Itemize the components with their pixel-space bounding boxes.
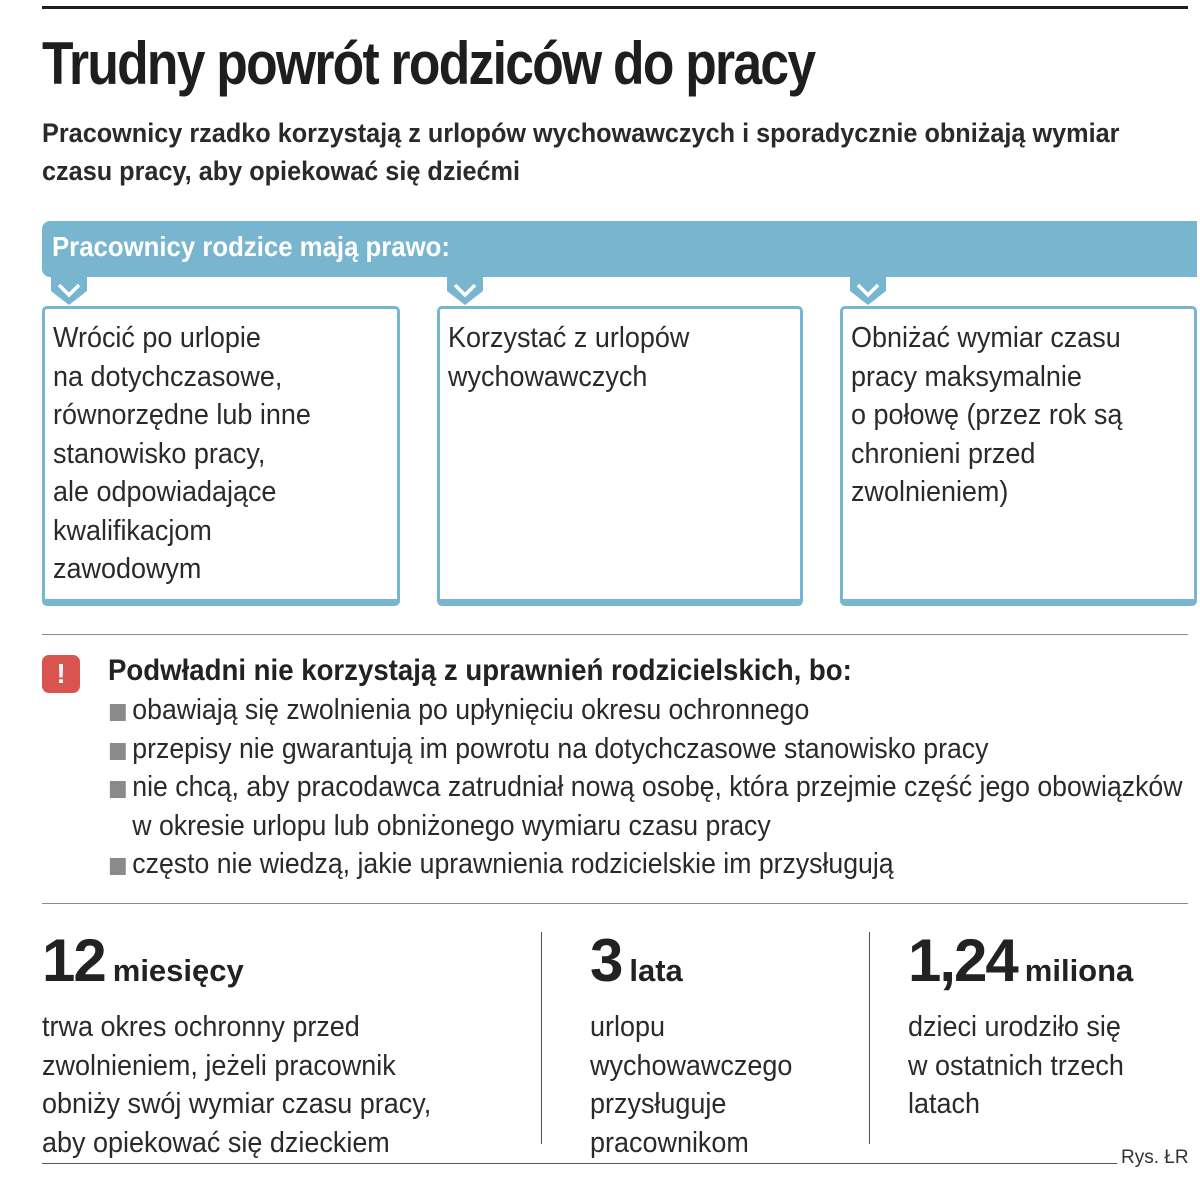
chevron-down-icon (51, 277, 87, 305)
chevron-down-icon (850, 277, 886, 305)
list-item (108, 845, 1183, 884)
rights-card-text: Korzystać z urlopów wychowawczych (448, 322, 690, 393)
credit: Rys. ŁR (1121, 1147, 1189, 1168)
stat-text: urlopu wychowawczego przysługuje pracownikom (590, 1011, 793, 1159)
rights-card-reduce (840, 306, 1197, 606)
rights-card-leave (437, 306, 803, 606)
rights-heading: Pracownicy rodzice mają prawo: (52, 231, 450, 262)
stat-births (908, 927, 1188, 1124)
stat-heading (908, 927, 1188, 1008)
stat-unit: miliona (1024, 953, 1134, 988)
divider (42, 903, 1188, 904)
square-bullet-icon (110, 704, 126, 721)
reason-text: nie chcą, aby pracodawca zatrudniał nową osobę, która przejmie część jego obowiązków w okresie urlopu lub obniżonego wymiaru czasu pracy (132, 771, 1183, 842)
stat-heading (590, 927, 840, 1008)
page-title: Trudny powrót rodziców do pracy (42, 30, 815, 97)
list-item (108, 768, 1183, 845)
stat-unit: lata (629, 953, 683, 988)
stat-text: trwa okres ochronny przed zwolnieniem, jeżeli pracownik obniży swój wymiar czasu pracy, aby opiekować się dzieckiem (42, 1011, 432, 1159)
stat-heading (42, 927, 512, 1008)
stat-unit: miesięcy (112, 953, 244, 988)
stat-number: 3 (590, 927, 622, 994)
reason-text: przepisy nie gwarantują im powrotu na dotychczasowe stanowisko pracy (132, 732, 989, 765)
stat-leave (590, 927, 840, 1162)
reason-text: często nie wiedzą, jakie uprawnienia rodzicielskie im przysługują (132, 848, 894, 880)
rights-card-text: Obniżać wymiar czasu pracy maksymalnie o połowę (przez rok są chronieni przed zwolnieniem) (851, 322, 1123, 508)
list-item (108, 691, 1183, 730)
list-item (108, 730, 1183, 769)
rights-card-text: Wrócić po urlopie na dotychczasowe, równorzędne lub inne stanowisko pracy, ale odpowiadające kwalifikacjom zawodowym (53, 322, 311, 585)
reasons-heading: Podwładni nie korzystają z uprawnień rodzicielskich, bo: (108, 654, 852, 687)
vertical-divider (869, 932, 870, 1144)
vertical-divider (541, 932, 542, 1144)
square-bullet-icon (110, 781, 126, 798)
top-rule (42, 6, 1188, 9)
rights-card-return (42, 306, 400, 606)
square-bullet-icon (110, 743, 126, 760)
stat-protection (42, 927, 512, 1162)
stat-number: 12 (42, 927, 105, 994)
stat-text: dzieci urodziło się w ostatnich trzech latach (908, 1011, 1124, 1120)
subtitle: Pracownicy rzadko korzystają z urlopów wychowawczych i sporadycznie obniżają wymiar czasu pracy, aby opiekować się dziećmi (42, 118, 1120, 186)
chevron-down-icon (447, 277, 483, 305)
reason-text: obawiają się zwolnienia po upłynięciu okresu ochronnego (132, 694, 810, 726)
divider (42, 634, 1188, 635)
stat-number: 1,24 (908, 927, 1017, 994)
bottom-rule (42, 1163, 1117, 1164)
rights-banner (42, 221, 1197, 277)
reasons-list (108, 691, 1200, 884)
square-bullet-icon (110, 858, 126, 875)
exclamation-icon: ! (42, 655, 80, 693)
